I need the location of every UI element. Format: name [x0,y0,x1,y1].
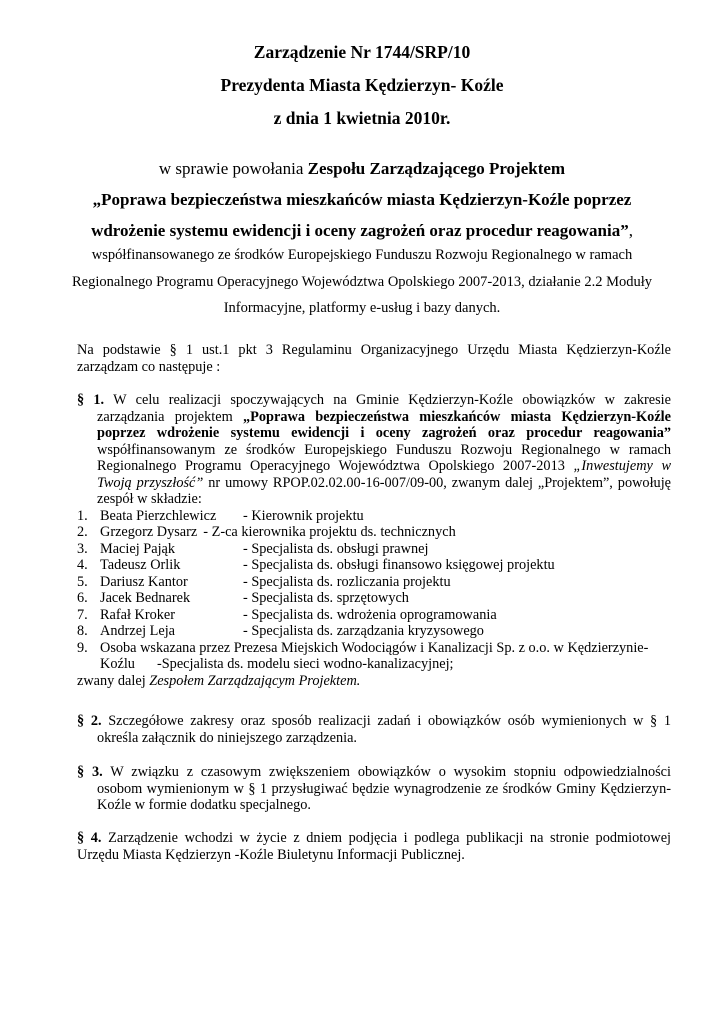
preamble: Na podstawie § 1 ust.1 pkt 3 Regulaminu Organizacyjnego Urzędu Miasta Kędzierzyn-Koźle zarządzam co następuje : [77,342,671,375]
section-3-text: W związku z czasowym zwiększeniem obowiązków o wysokim stopniu odpowiedzialności osobom wymienionym w § 1 przysługiwać będzie wynagrodzenie ze środków Gminy Kędzierzyn-Koźle w formie dodatku specjalnego. [97,764,671,813]
member-name: Beata Pierzchlewicz [100,507,217,524]
subject-line [60,159,664,179]
member-number: 3. [77,540,88,557]
team-naming-prefix: zwany dalej [77,672,150,689]
ordinance-number: Zarządzenie Nr 1744/SRP/10 [253,42,471,62]
team-member-item [77,574,671,591]
subject-prefix: w sprawie powołania [158,159,308,178]
section-1-paragraph [77,392,671,508]
cofinancing-line1: współfinansowanego ze środków Europejskiego Funduszu Rozwoju Regionalnego w ramach [91,247,633,263]
section-4-text: Zarządzenie wchodzi w życie z dniem podjęcia i podlega publikacji na stronie podmiotowej Urzędu Miasta Kędzierzyn -Koźle Biuletynu Informacji Publicznej. [77,830,672,863]
member-name: Jacek Bednarek [100,590,191,606]
section-1-project-title: „Poprawa bezpieczeństwa mieszkańców miasta Kędzierzyn-Koźle poprzez wdrożenie systemu ewidencji i oceny zagrożeń oraz procedur reagowania” [97,408,671,441]
member-number: 8. [77,623,88,639]
project-title-line2-text: wdrożenie systemu ewidencji i oceny zagrożeń oraz procedur reagowania” [91,221,629,240]
member-number: 7. [77,606,88,623]
issue-date: z dnia 1 kwietnia 2010r. [273,108,451,128]
project-title-comma: , [628,221,633,240]
member-9-number: 9. [77,639,88,656]
member-role: - Specjalista ds. zarządzania kryzysowego [243,623,484,639]
issuer: Prezydenta Miasta Kędzierzyn- Koźle [220,75,504,95]
member-name: Dariusz Kantor [100,573,188,590]
member-number: 6. [77,590,88,606]
member-number: 4. [77,557,88,573]
section-1-motto: „Inwestujemy w Twoją przyszłość” [97,458,671,491]
team-name: Zespołu Zarządzającego Projektem [307,159,566,178]
member-number: 5. [77,573,88,590]
team-member-item [77,590,671,607]
member-9 [77,640,671,673]
team-naming [77,673,671,690]
team-member-item [77,557,671,574]
project-title-line2 [40,221,684,241]
member-name: Grzegorz Dysarz [100,524,198,540]
section-2 [77,713,671,746]
section-1 [77,392,671,689]
member-9-role: -Specjalista ds. modelu sieci wodno-kanalizacyjnej; [156,656,454,672]
team-member-item [77,524,671,541]
member-name: Rafał Kroker [100,606,176,623]
cofinancing-line3: Informacyjne, platformy e-usług i bazy danych. [223,300,501,316]
section-4 [77,830,671,863]
section-1-text-c: nr umowy RPOP.02.02.00-16-007/09-00, zwanym dalej „Projektem”, powołuję zespół w składzie: [97,474,672,507]
member-9-line1: Osoba wskazana przez Prezesa Miejskich Wodociągów i Kanalizacji Sp. z o.o. w Kędzierzynie- [100,639,649,656]
member-role: - Specjalista ds. obsługi finansowo księgowej projektu [243,557,555,573]
section-1-mark: § 1. [77,392,105,408]
section-1-text-a: W celu realizacji spoczywających na Gminie Kędzierzyn-Koźle obowiązków w zakresie zarządzania projektem [97,392,671,425]
member-number: 1. [77,507,88,524]
member-9-place: Koźlu [100,656,135,672]
team-member-item [77,623,671,640]
member-role: - Specjalista ds. obsługi prawnej [243,540,429,557]
cofinancing-line2: Regionalnego Programu Operacyjnego Województwa Opolskiego 2007-2013, działanie 2.2 Moduły [71,274,653,290]
team-naming-title: Zespołem Zarządzającym Projektem. [149,672,361,689]
member-role: - Kierownik projektu [243,507,364,524]
member-role: - Specjalista ds. sprzętowych [243,590,409,606]
member-role: - Specjalista ds. wdrożenia oprogramowania [243,606,497,623]
project-title-line1: „Poprawa bezpieczeństwa mieszkańców miasta Kędzierzyn-Koźle poprzez [92,190,632,209]
member-role: - Specjalista ds. rozliczania projektu [243,573,451,590]
section-3-mark: § 3. [77,764,103,780]
section-2-mark: § 2. [77,713,102,729]
member-name: Andrzej Leja [100,623,176,639]
team-member-item [77,508,671,525]
member-9-line2 [100,656,671,673]
member-number: 2. [77,524,88,540]
team-member-item [77,607,671,624]
section-1-text-b: współfinansowanym ze środków Europejskiego Funduszu Rozwoju Regionalnego w ramach Regionalnego Programu Operacyjnego Województwa Opolskiego 2007-2013 [97,441,671,474]
member-name: Maciej Pająk [100,540,176,557]
section-2-text: Szczegółowe zakresy oraz sposób realizacji zadań i obowiązków osób wymienionych w § 1 określa załącznik do niniejszego zarządzenia. [97,713,671,746]
team-member-item [77,541,671,558]
section-3 [77,764,671,814]
member-role: - Z-ca kierownika projektu ds. technicznych [203,524,456,540]
section-4-mark: § 4. [77,830,102,846]
member-name: Tadeusz Orlik [100,557,181,573]
team-member-list [77,508,671,640]
